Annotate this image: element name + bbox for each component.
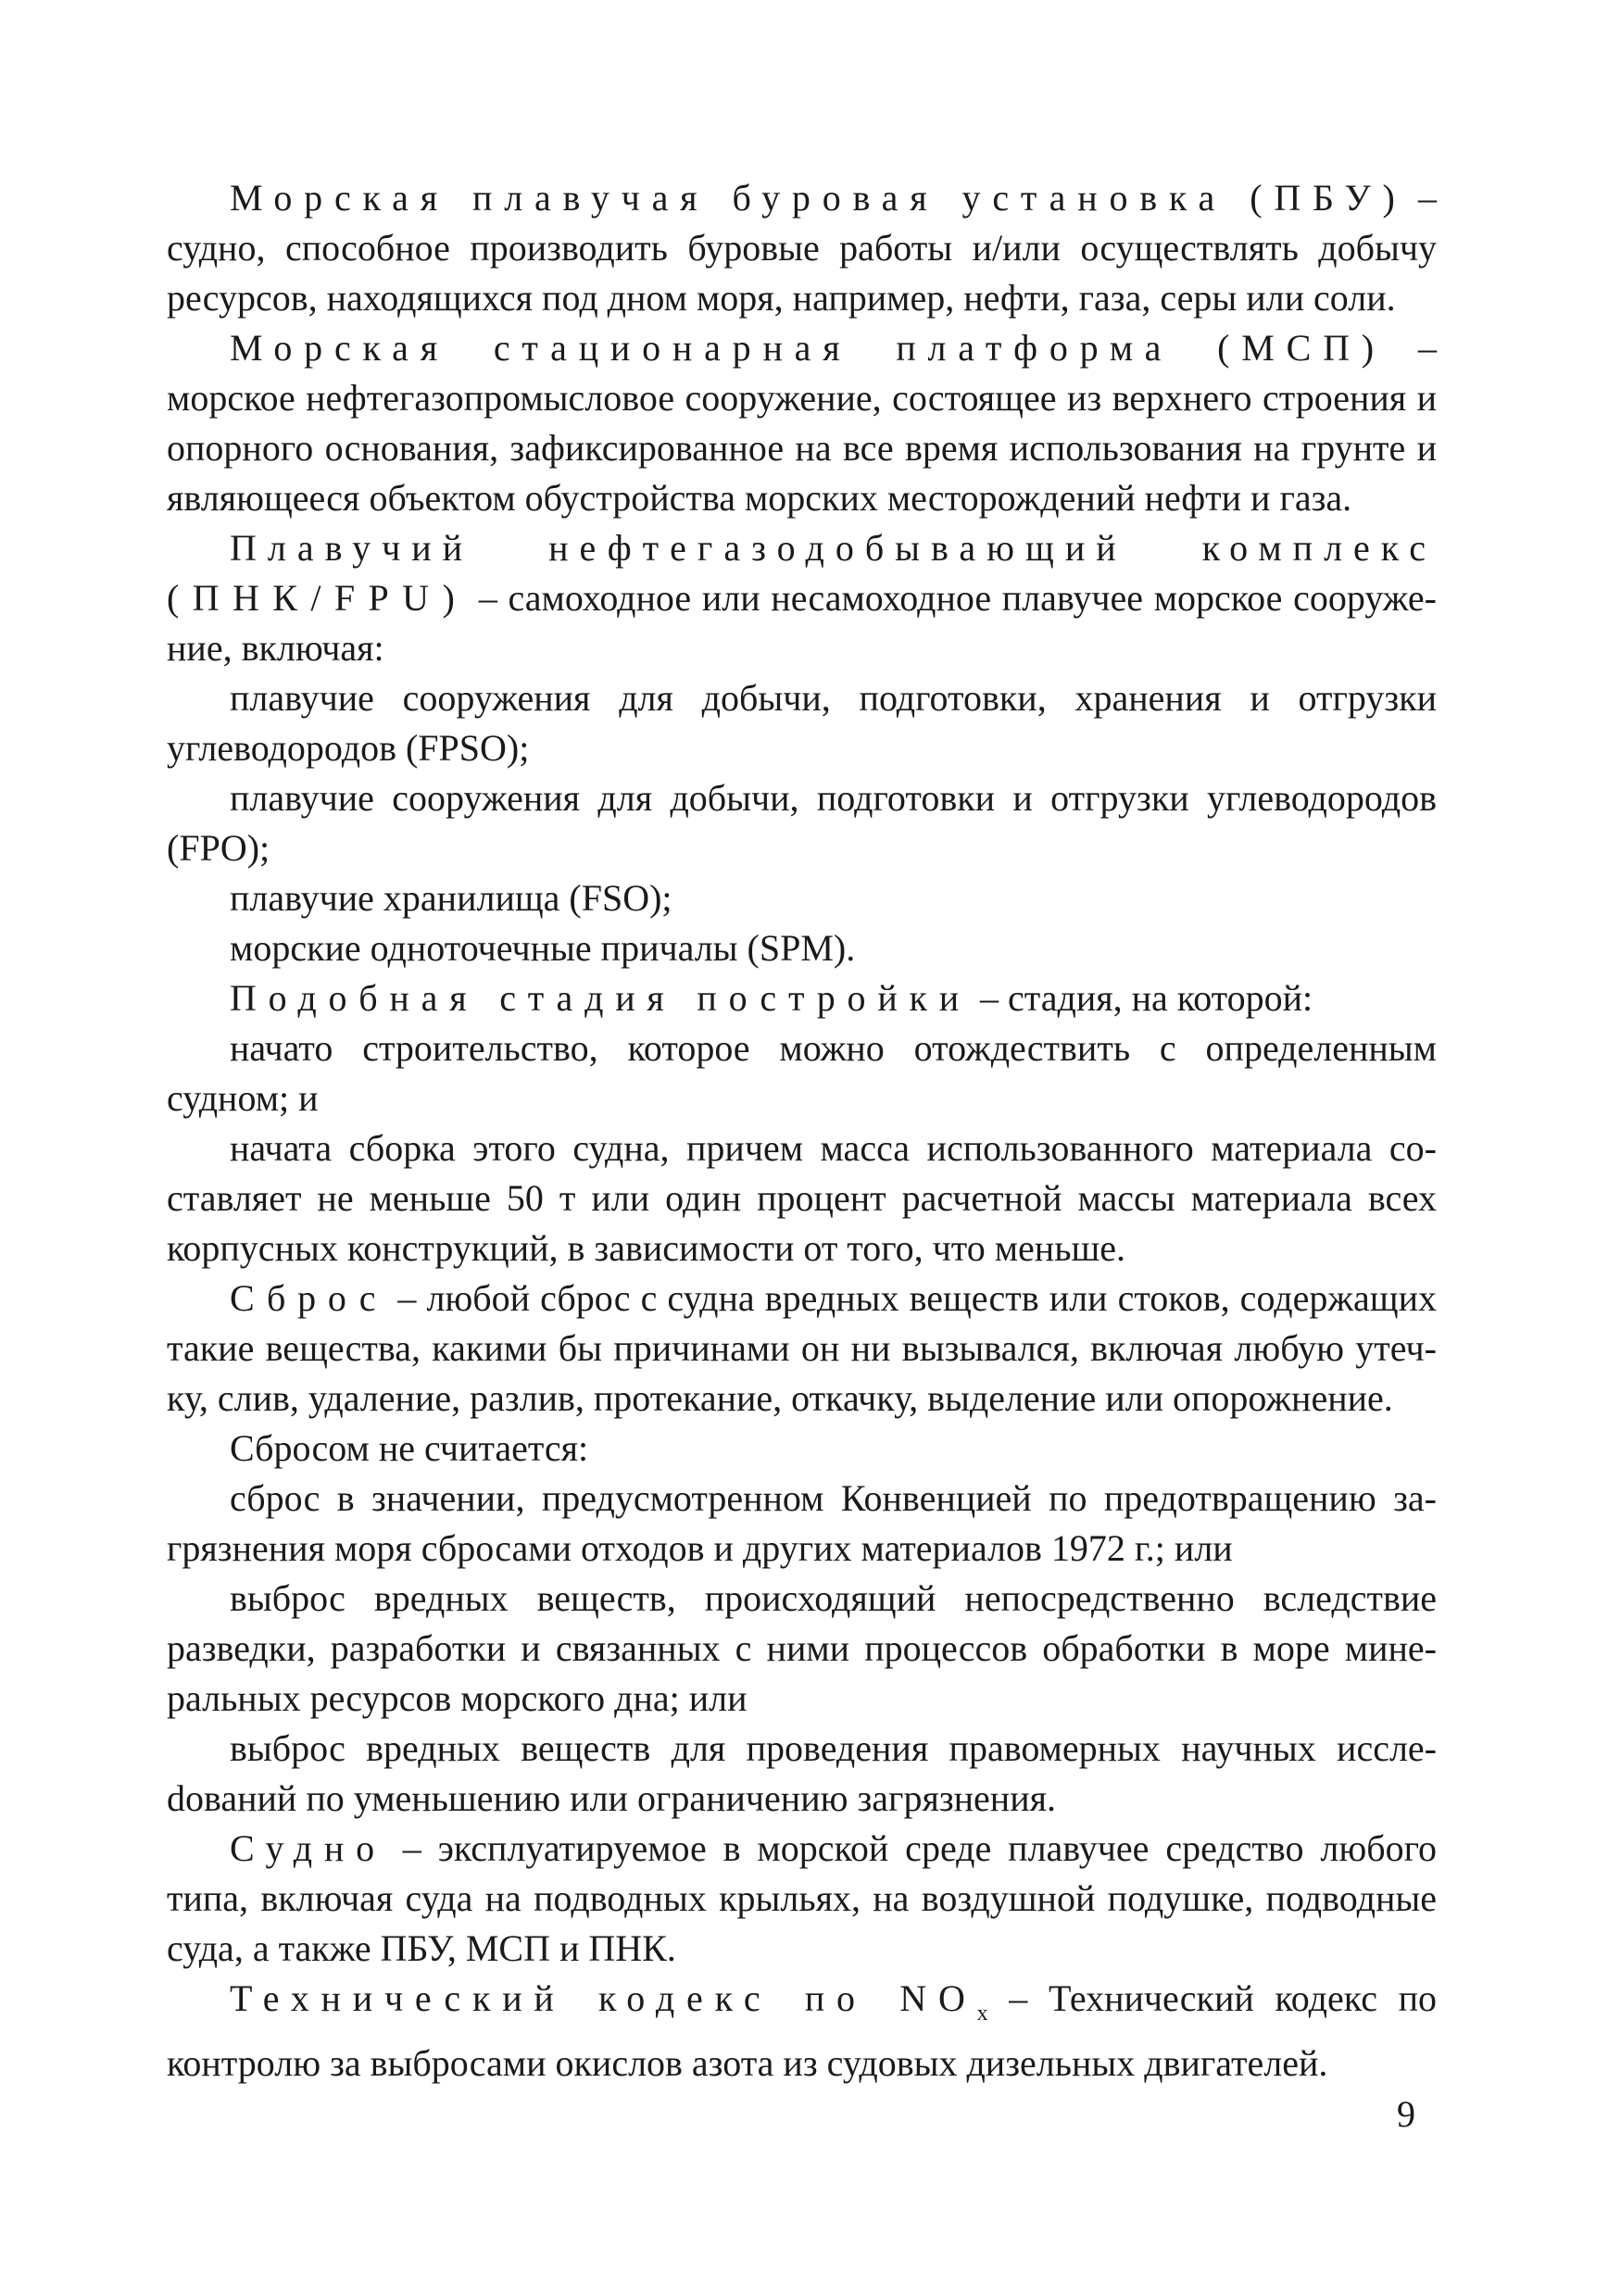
definition-text: – судно, способное производить буровые работы и/или осуществлять добычу ресурсов, находящихся под дном моря, например, нефти, газа, серы или соли. (167, 177, 1437, 319)
definition-discharge (167, 1273, 1437, 1424)
definition-text: – любой сброс с судна вредных веществ или стоков, содержащих такие вещества, какими бы причинами он ни вызывался, включая любую утечку, слив, удаление, разлив, протекание, откачку, выделение или опорожнение. (167, 1277, 1437, 1419)
term: Сброс (230, 1277, 388, 1319)
list-item-assembly: начата сборка этого судна, причем масса использованного материала составляет не меньше 50 т или один процент расчетной массы материала всех корпусных конструкций, в зависимости от того, что меньше. (167, 1127, 1437, 1269)
term: Плавучий нефтегазодобывающий комплекс (230, 527, 1437, 569)
paragraph-not-discharge: Сбросом не считается: (230, 1427, 589, 1469)
list-item-fpo: плавучие сооружения для добычи, подготовки и отгрузки углеводородов (FPO); (167, 777, 1437, 869)
definition-ship (167, 1824, 1437, 1974)
term: Технический кодекс по NO (230, 1977, 977, 2019)
list-item-exploration: выброс вредных веществ, происходящий непосредственно вследствие разведки, разработки и связанных с ними процессов обработки в море минеральных ресурсов морского дна; или (167, 1577, 1437, 1719)
definition-text: – самоходное или несамоходное плавучее морское сооружение, включая: (167, 577, 1437, 669)
definition-text: – Технический кодекс по контролю за выбросами окислов азота из судовых дизельных двигателей. (167, 1977, 1437, 2084)
page-number: 9 (1397, 2093, 1415, 2135)
term: Подобная стадия постройки (230, 977, 971, 1019)
definition-nox-code (167, 1974, 1437, 2089)
list-item-research: выброс вредных веществ для проведения правомерных научных исслеdований по уменьшению или ограничению загрязнения. (167, 1727, 1437, 1819)
definition-text: – стадия, на которой: (971, 977, 1313, 1019)
definition-text: – морское нефтегазопромысловое сооружение, состоящее из верхнего строения и опорного основания, зафиксированное на все время использования на грунте и являющееся объектом обустройства морских месторождений нефти и газа. (167, 327, 1437, 519)
list-item-convention: сброс в значении, предусмотренном Конвенцией по предотвращению загрязнения моря сбросами отходов и других материалов 1972 г.; или (167, 1477, 1437, 1569)
definition-text: – эксплуатируемое в морской среде плавучее средство любого типа, включая суда на подводных крыльях, на воздушной подушке, подводные суда, а также ПБУ, МСП и ПНК. (167, 1827, 1437, 1969)
term: Морская стационарная платформа (МСП) (230, 327, 1386, 369)
list-item-fso: плавучие хранилища (FSO); (230, 877, 672, 919)
term: Судно (230, 1827, 386, 1869)
definition-pbu (167, 173, 1437, 323)
definition-msp (167, 323, 1437, 523)
term-abbr: (ПНК/FPU) (167, 577, 469, 619)
list-item-spm: морские одноточечные причалы (SPM). (230, 927, 856, 969)
definition-stage (167, 973, 1437, 1023)
list-item-fpso: плавучие сооружения для добычи, подготовки, хранения и отгрузки углеводородов (FPSO); (167, 677, 1437, 769)
page-text (167, 173, 1437, 2089)
list-item-construction: начато строительство, которое можно отождествить с определенным судном; и (167, 1027, 1437, 1119)
term: Морская плавучая буровая установка (ПБУ) (230, 177, 1407, 219)
term-subscript: x (976, 2001, 988, 2026)
definition-pnk (167, 523, 1437, 673)
